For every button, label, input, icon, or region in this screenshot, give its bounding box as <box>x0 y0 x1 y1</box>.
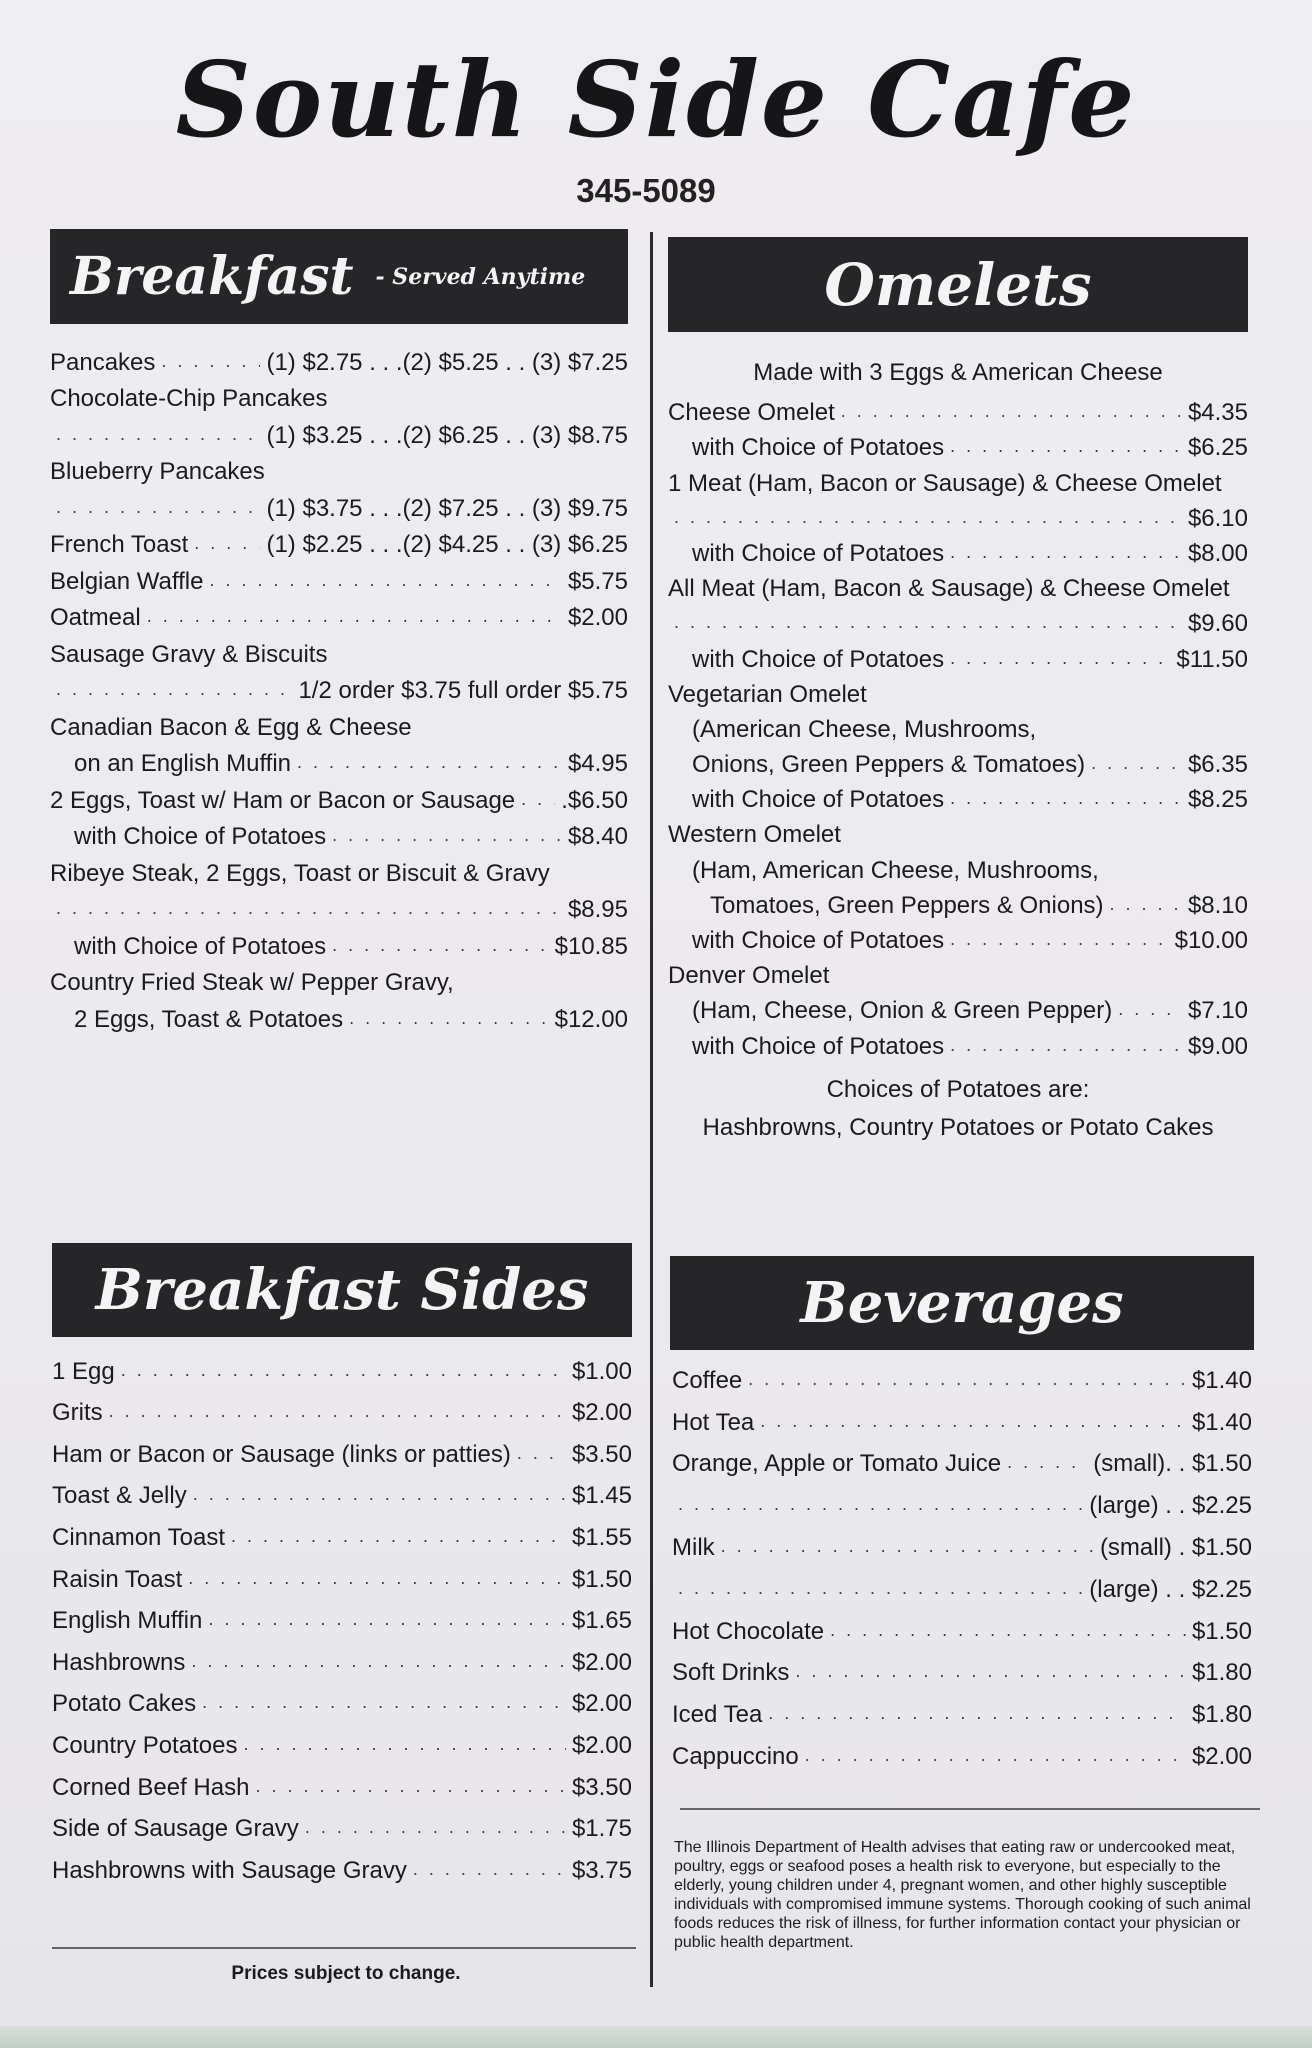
menu-item-name: Sausage Gravy & Biscuits <box>50 640 328 668</box>
menu-item-row <box>668 990 1248 1025</box>
menu-item-name: Vegetarian Omelet <box>668 680 867 708</box>
menu-item-price: $9.00 <box>1187 1032 1248 1060</box>
table-surface <box>0 2026 1312 2048</box>
menu-item-row <box>668 638 1248 673</box>
menu-item-price: 1/2 order $3.75 full order $5.75 <box>298 677 628 704</box>
dot-leader <box>1007 1452 1087 1472</box>
menu-item-row <box>668 1025 1248 1060</box>
menu-item-row <box>672 1478 1252 1520</box>
omelets-banner <box>668 237 1248 332</box>
dot-leader <box>191 1651 566 1671</box>
menu-item-name: Grits <box>52 1399 103 1427</box>
health-notice: The Illinois Department of Health advises that eating raw or undercooked meat, poultry, eggs or seafood poses a health risk to everyone, but especially to the elderly, young children under 4, pregnant women, and other highly susceptible individuals with compromised immune systems. Thorough cooking of such animal foods reduces the risk of illness, for further information contact your physician or public health department. <box>674 1839 1251 1951</box>
menu-item-name: Milk <box>672 1533 715 1561</box>
menu-item-price: $12.00 <box>554 1005 628 1033</box>
menu-item-price: $6.25 <box>1187 434 1248 462</box>
menu-item-row <box>50 632 628 669</box>
dot-leader <box>1118 999 1182 1019</box>
dot-leader <box>721 1536 1094 1556</box>
menu-item-price: $6.35 <box>1187 751 1248 779</box>
menu-item-price: (1) $2.75 . . .(2) $5.25 . . (3) $7.25 <box>266 348 628 376</box>
dot-leader <box>950 1035 1182 1055</box>
menu-item-row <box>50 413 628 450</box>
menu-item-name: Raisin Toast <box>52 1565 183 1593</box>
beverages-rule <box>680 1808 1260 1810</box>
menu-item-price: $5.75 <box>567 567 628 595</box>
menu-item-price: $2.00 <box>1191 1742 1252 1770</box>
menu-item-name: Oatmeal <box>50 604 141 631</box>
dot-leader <box>56 679 292 699</box>
omelets-intro: Made with 3 Eggs & American Cheese <box>753 359 1163 386</box>
menu-item-price: (large) . . $2.25 <box>1089 1492 1252 1520</box>
dot-leader <box>209 570 562 590</box>
dot-leader <box>678 1578 1083 1598</box>
menu-item-price: $8.95 <box>567 896 628 923</box>
menu-item-row <box>668 533 1248 568</box>
dot-leader <box>56 497 260 517</box>
menu-item-name: 1 Meat (Ham, Bacon or Sausage) & Cheese Omelet <box>668 469 1222 497</box>
breakfast-subheading: - Served Anytime <box>375 263 586 290</box>
menu-item-row <box>50 669 628 706</box>
menu-item-row <box>668 779 1248 814</box>
dot-leader <box>147 606 562 626</box>
dot-leader <box>231 1526 566 1546</box>
menu-item-name: Hashbrowns <box>52 1648 186 1676</box>
menu-item-price: $11.50 <box>1176 645 1248 673</box>
menu-item-name: Onions, Green Peppers & Tomatoes) <box>692 751 1086 779</box>
menu-item-name: with Choice of Potatoes <box>692 539 945 567</box>
omelets-section <box>668 354 1248 1147</box>
menu-item-name: with Choice of Potatoes <box>692 434 945 462</box>
menu-item-price: $1.80 <box>1191 1701 1252 1729</box>
menu-item-price: (large) . . $2.25 <box>1089 1575 1252 1603</box>
menu-item-price: $4.95 <box>567 750 628 777</box>
dot-leader <box>521 789 555 809</box>
dot-leader <box>413 1859 566 1879</box>
menu-item-price: $1.50 <box>1191 1617 1252 1645</box>
menu-item-row <box>50 815 628 852</box>
menu-item-price: $8.40 <box>567 823 628 850</box>
omelets-heading: Omelets <box>824 250 1092 319</box>
menu-item-name: Iced Tea <box>672 1701 763 1729</box>
menu-item-name: All Meat (Ham, Bacon & Sausage) & Cheese Omelet <box>668 575 1230 603</box>
menu-item-row <box>50 961 628 998</box>
menu-item-row <box>50 377 628 414</box>
menu-item-name: Country Fried Steak w/ Pepper Gravy, <box>50 969 454 996</box>
menu-item-row <box>672 1562 1252 1604</box>
dot-leader <box>193 1484 566 1504</box>
menu-item-row <box>50 851 628 888</box>
menu-item-row <box>50 888 628 925</box>
dot-leader <box>950 436 1182 456</box>
menu-item-row <box>52 1677 632 1719</box>
potato-choices-list: Hashbrowns, Country Potatoes or Potato Cakes <box>702 1113 1214 1141</box>
menu-item-name: Denver Omelet <box>668 962 830 990</box>
menu-item-name: Hot Chocolate <box>672 1617 825 1645</box>
beverages-banner <box>670 1256 1254 1350</box>
menu-item-row <box>50 523 628 560</box>
menu-item-price: $4.35 <box>1187 399 1248 427</box>
dot-leader <box>109 1401 566 1421</box>
dot-leader <box>760 1411 1186 1431</box>
menu-item-row <box>50 486 628 523</box>
menu-item-price: $1.50 <box>571 1565 632 1593</box>
dot-leader <box>208 1609 566 1629</box>
dot-leader <box>795 1661 1186 1681</box>
menu-item-row <box>50 340 628 377</box>
sides-heading: Breakfast Sides <box>95 1257 589 1323</box>
menu-item-name: Blueberry Pancakes <box>50 458 265 485</box>
menu-item-row <box>52 1344 632 1386</box>
menu-item-name: with Choice of Potatoes <box>692 927 945 954</box>
dot-leader <box>332 825 562 845</box>
menu-item-name: English Muffin <box>52 1607 203 1635</box>
cafe-title: South Side Cafe <box>175 38 1137 161</box>
menu-item-row <box>668 392 1248 427</box>
menu-item-price: (1) $2.25 . . .(2) $4.25 . . (3) $6.25 <box>266 531 628 558</box>
menu-item-row <box>672 1646 1252 1688</box>
menu-item-row <box>50 559 628 596</box>
menu-item-name: Potato Cakes <box>52 1690 197 1718</box>
menu-item-price: $3.75 <box>571 1856 632 1884</box>
menu-item-row <box>50 742 628 779</box>
dot-leader <box>305 1817 566 1837</box>
menu-item-name: Belgian Waffle <box>50 567 204 595</box>
menu-item-name: Cinnamon Toast <box>52 1523 225 1551</box>
menu-item-price: $8.10 <box>1187 891 1248 919</box>
dot-leader <box>243 1734 566 1754</box>
menu-item-price: (small). . $1.50 <box>1093 1450 1252 1478</box>
menu-item-name: Toast & Jelly <box>52 1482 187 1510</box>
dot-leader <box>768 1703 1186 1723</box>
menu-item-name: French Toast <box>50 531 189 558</box>
menu-item-name: Soft Drinks <box>672 1659 790 1687</box>
menu-item-row <box>668 955 1248 990</box>
menu-item-name: with Choice of Potatoes <box>74 823 327 850</box>
menu-item-name: with Choice of Potatoes <box>692 1032 945 1060</box>
menu-item-row <box>50 705 628 742</box>
dot-leader <box>950 648 1170 668</box>
column-divider <box>650 232 653 1987</box>
beverages-list <box>672 1353 1252 1771</box>
menu-item-price: $3.50 <box>571 1440 632 1468</box>
dot-leader <box>950 788 1182 808</box>
menu-item-row <box>52 1802 632 1844</box>
menu-item-row <box>50 778 628 815</box>
menu-item-name: Hot Tea <box>672 1408 755 1436</box>
dot-leader <box>121 1360 566 1380</box>
menu-item-row <box>52 1386 632 1428</box>
menu-item-name: (American Cheese, Mushrooms, <box>692 715 1037 743</box>
menu-item-row <box>668 568 1248 603</box>
menu-item-price: $1.55 <box>571 1523 632 1551</box>
menu-item-row <box>668 849 1248 884</box>
menu-item-name: with Choice of Potatoes <box>692 645 945 673</box>
menu-item-row <box>672 1520 1252 1562</box>
dot-leader <box>841 401 1182 421</box>
menu-item-name: Western Omelet <box>668 821 841 849</box>
menu-item-name: Pancakes <box>50 348 156 376</box>
menu-item-row <box>672 1353 1252 1395</box>
menu-item-price: (1) $3.25 . . .(2) $6.25 . . (3) $8.75 <box>266 421 628 449</box>
menu-item-name: with Choice of Potatoes <box>74 932 327 960</box>
breakfast-list <box>50 340 628 1034</box>
menu-item-price: $1.00 <box>571 1357 632 1385</box>
menu-item-name: with Choice of Potatoes <box>692 786 945 814</box>
menu-item-row <box>52 1427 632 1469</box>
menu-item-row <box>50 924 628 961</box>
dot-leader <box>830 1620 1186 1640</box>
menu-item-price: $2.00 <box>571 1399 632 1427</box>
dot-leader <box>188 1568 566 1588</box>
dot-leader <box>56 424 260 444</box>
menu-item-name: Country Potatoes <box>52 1731 238 1759</box>
menu-item-row <box>52 1760 632 1802</box>
dot-leader <box>678 1494 1083 1514</box>
menu-item-price: $2.00 <box>571 1690 632 1718</box>
menu-item-row <box>668 814 1248 849</box>
breakfast-banner <box>50 229 628 324</box>
menu-item-name: 2 Eggs, Toast w/ Ham or Bacon or Sausage <box>50 786 516 814</box>
menu-item-price: (small) . $1.50 <box>1099 1533 1252 1561</box>
menu-item-name: Ribeye Steak, 2 Eggs, Toast or Biscuit & Gravy <box>50 859 550 887</box>
menu-item-price: $1.40 <box>1191 1366 1252 1394</box>
sides-list <box>52 1344 632 1885</box>
menu-item-price: $8.00 <box>1187 539 1248 567</box>
menu-item-row <box>668 709 1248 744</box>
menu-item-price: $2.00 <box>571 1731 632 1759</box>
menu-item-price: $1.65 <box>571 1607 632 1635</box>
dot-leader <box>950 542 1182 562</box>
dot-leader <box>255 1776 565 1796</box>
menu-item-name: Cappuccino <box>672 1742 799 1770</box>
menu-item-price: $7.10 <box>1187 997 1248 1025</box>
menu-item-price: $2.00 <box>567 604 628 631</box>
menu-item-row <box>668 744 1248 779</box>
menu-item-row <box>668 674 1248 709</box>
menu-item-price: $10.85 <box>554 932 628 960</box>
menu-item-name: Corned Beef Hash <box>52 1773 250 1801</box>
menu-item-row <box>52 1843 632 1885</box>
dot-leader <box>1091 753 1182 773</box>
sides-rule <box>52 1947 636 1949</box>
menu-item-row <box>668 462 1248 497</box>
menu-item-row <box>52 1469 632 1511</box>
dot-leader <box>748 1369 1186 1389</box>
menu-item-price: $9.60 <box>1187 610 1248 638</box>
potato-choices-title: Choices of Potatoes are: <box>826 1075 1090 1103</box>
menu-item-name: (Ham, American Cheese, Mushrooms, <box>692 856 1099 884</box>
breakfast-heading: Breakfast <box>70 246 354 307</box>
dot-leader <box>332 935 548 955</box>
menu-item-price: $1.75 <box>571 1815 632 1843</box>
menu-item-name: Hashbrowns with Sausage Gravy <box>52 1856 407 1884</box>
menu-item-row <box>52 1594 632 1636</box>
menu-item-price: $8.25 <box>1187 786 1248 814</box>
beverages-heading: Beverages <box>800 1270 1124 1336</box>
dot-leader <box>56 898 562 918</box>
menu-item-name: (Ham, Cheese, Onion & Green Pepper) <box>692 997 1113 1025</box>
cafe-phone: 345-5089 <box>576 172 716 209</box>
dot-leader <box>517 1443 566 1463</box>
dot-leader <box>950 929 1168 949</box>
menu-item-price: (1) $3.75 . . .(2) $7.25 . . (3) $9.75 <box>266 494 628 522</box>
menu-item-row <box>50 450 628 487</box>
menu-item-price: $3.50 <box>571 1773 632 1801</box>
menu-item-name: 2 Eggs, Toast & Potatoes <box>74 1005 344 1033</box>
omelets-list <box>668 392 1248 1061</box>
menu-item-row <box>50 997 628 1034</box>
menu-item-row <box>672 1437 1252 1479</box>
menu-item-row <box>672 1687 1252 1729</box>
menu-item-name: on an English Muffin <box>74 750 292 777</box>
prices-notice: Prices subject to change. <box>231 1963 461 1984</box>
menu-item-row <box>52 1510 632 1552</box>
dot-leader <box>297 752 562 772</box>
dot-leader <box>202 1692 566 1712</box>
menu-item-row <box>668 920 1248 955</box>
menu-item-row <box>52 1635 632 1677</box>
menu-item-name: Cheese Omelet <box>668 399 835 427</box>
menu-item-price: $6.10 <box>1187 504 1248 532</box>
menu-item-row <box>672 1604 1252 1646</box>
menu-item-name: Coffee <box>672 1366 743 1394</box>
menu-item-name: Chocolate-Chip Pancakes <box>50 385 328 412</box>
dot-leader <box>194 533 260 553</box>
menu-item-row <box>672 1729 1252 1771</box>
dot-leader <box>674 507 1182 527</box>
menu-item-row <box>52 1552 632 1594</box>
menu-item-price: $1.45 <box>571 1482 632 1510</box>
menu-item-row <box>50 596 628 633</box>
menu-item-name: Ham or Bacon or Sausage (links or patties) <box>52 1440 511 1468</box>
menu-item-name: 1 Egg <box>52 1357 115 1385</box>
dot-leader <box>349 1008 549 1028</box>
menu-item-price: $10.00 <box>1174 927 1248 954</box>
sides-banner <box>52 1243 632 1337</box>
dot-leader <box>805 1745 1186 1765</box>
menu-item-row <box>668 885 1248 920</box>
dot-leader <box>161 351 260 371</box>
menu-item-price: $2.00 <box>571 1648 632 1676</box>
menu-item-name: Orange, Apple or Tomato Juice <box>672 1450 1002 1478</box>
menu-item-row <box>52 1718 632 1760</box>
menu-item-row <box>668 427 1248 462</box>
menu-item-row <box>672 1395 1252 1437</box>
menu-item-name: Tomatoes, Green Peppers & Onions) <box>710 891 1104 919</box>
menu-item-name: Canadian Bacon & Egg & Cheese <box>50 713 412 741</box>
dot-leader <box>1110 894 1182 914</box>
menu-item-name: Side of Sausage Gravy <box>52 1815 299 1843</box>
menu-item-row <box>668 603 1248 638</box>
menu-item-price: .$6.50 <box>561 786 628 814</box>
menu-item-price: $1.80 <box>1191 1659 1252 1687</box>
dot-leader <box>674 612 1182 632</box>
menu-item-price: $1.40 <box>1191 1408 1252 1436</box>
menu-item-row <box>668 498 1248 533</box>
